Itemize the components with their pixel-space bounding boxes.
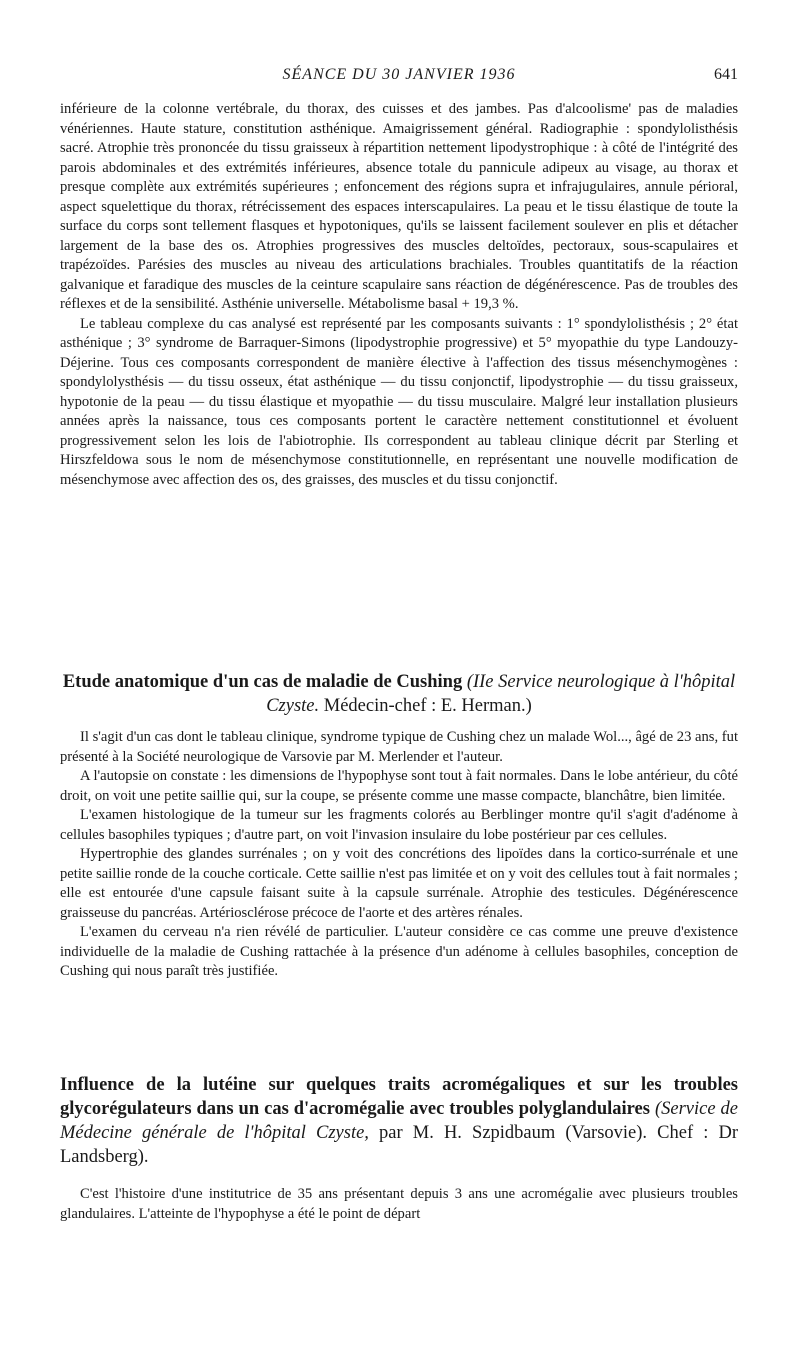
section-heading-luteine	[60, 1073, 738, 1169]
paragraph: C'est l'histoire d'une institutrice de 35 ans présentant depuis 3 ans une acromégalie avec plusieurs troubles glandulaires. L'atteinte de l'hypophyse a été le point de départ	[60, 1186, 738, 1222]
section-heading-affiliation: (Service de Médecine générale de l'hôpital Czyste,	[60, 1099, 739, 1143]
page-number: 641	[714, 66, 738, 83]
paragraph: Hypertrophie des glandes surrénales ; on y voit des concrétions des lipoïdes dans la cortico-surrénale et une petite saillie ronde de la couche corticale. Cette saillie n'est pas limitée et on y voit des cellules tout à fait normales ; elle est entourée d'une capsule faisant suite à la capsule surrénale. Atrophie des testicules. Dégénérescence graisseuse du pancréas. Artériosclérose précoce de l'aorte et des artères rénales.	[60, 846, 738, 921]
paragraph: Il s'agit d'un cas dont le tableau clinique, syndrome typique de Cushing chez un malade Wol..., âgé de 23 ans, fut présenté à la Société neurologique de Varsovie par M. Merlender et l'auteur.	[60, 729, 738, 765]
paragraph: Le tableau complexe du cas analysé est représenté par les composants suivants : 1° spondylolisthésis ; 2° état asthénique ; 3° syndrome de Barraquer-Simons (lipodystrophie progressive) et 5° myopathie du type Landouzy-Déjerine. Tous ces composants correspondent de manière élective à l'affection des tissus mésenchymogènes : spondylolysthésis — du tissu osseux, état asthénique — du tissu conjonctif, lipodystrophie — du tissu graisseux, hypotonie de la peau — du tissu élastique et myopathie — du tissu musculaire. Malgré leur installation plusieurs années après la naissance, tous ces composants portent le caractère nettement constitutionnel et évoluent progressivement selon les lois de l'abiotrophie. Ils correspondent au tableau clinique décrit par Sterling et Hirszfeldowa sous le nom de mésenchymose constitutionnelle, en représentant une nouvelle modification de mésenchymose avec affection des os, des graisses, des muscles et du tissu conjonctif.	[60, 315, 738, 488]
text-block-cushing	[60, 728, 738, 982]
running-title: SÉANCE DU 30 JANVIER 1936	[282, 66, 516, 83]
section-heading-title: Influence de la lutéine sur quelques traits acromégaliques et sur les troubles glycorégulateurs dans un cas d'acromégalie avec troubles polyglandulaires	[60, 1075, 738, 1119]
section-heading-affiliation: (IIe Service neurologique à l'hôpital Czyste.	[266, 672, 736, 716]
text-block-luteine	[60, 1185, 738, 1224]
section-heading-author: Médecin-chef : E. Herman.)	[323, 696, 532, 716]
page-header	[60, 66, 738, 90]
paragraph: A l'autopsie on constate : les dimensions de l'hypophyse sont tout à fait normales. Dans le lobe antérieur, du côté droit, on voit une petite saillie qui, sur la coupe, se présente comme une masse compacte, blanchâtre, bien limitée.	[60, 768, 738, 804]
paragraph: L'examen du cerveau n'a rien révélé de particulier. L'auteur considère ce cas comme une preuve d'existence individuelle de la maladie de Cushing rattachée à la présence d'un adénome à cellules basophiles, conception de Cushing qui nous paraît très justifiée.	[60, 924, 738, 979]
section-heading-cushing	[60, 670, 738, 718]
section-heading-author: par M. H. Szpidbaum (Varsovie). Chef : Dr Landsberg).	[60, 1123, 738, 1167]
text-block-continuation	[60, 100, 738, 490]
paragraph: L'examen histologique de la tumeur sur les fragments colorés au Berblinger montre qu'il s'agit d'adénome à cellules basophiles typiques ; d'autre part, on voit l'invasion insulaire du lobe postérieur par ces cellules.	[60, 807, 738, 843]
section-heading-title: Etude anatomique d'un cas de maladie de Cushing	[62, 672, 463, 692]
paragraph: inférieure de la colonne vertébrale, du thorax, des cuisses et des jambes. Pas d'alcoolisme' pas de maladies vénériennes. Haute stature, constitution asthénique. Amaigrissement général. Radiographie : spondylolisthésis sacré. Atrophie très prononcée du tissu graisseux à répartition nettement lipodystrophique : à côté de l'intégrité des parois abdominales et des extrémités inférieures, absence totale du pannicule adipeux au visage, au thorax et presque complète aux extrémités supérieures ; enfoncement des régions supra et infrajugulaires, annule périoral, aspect squelettique du thorax, rétrécissement des espaces interscapulaires. La peau et le tissu élastique de toute la surface du corps sont tellement flasques et hypotoniques, qu'ils se laissent facilement soulever en plis et détacher largement de la base des os. Atrophies progressives des muscles deltoïdes, pectoraux, sous-scapulaires et trapézoïdes. Parésies des muscles au niveau des articulations brachiales. Troubles quantitatifs de la réaction galvanique et faradique des muscles de la ceinture scapulaire sans réaction de dégénérescence. Pas de troubles des réflexes et de la sensibilité. Asthénie universelle. Métabolisme basal + 19,3 %.	[60, 101, 738, 312]
